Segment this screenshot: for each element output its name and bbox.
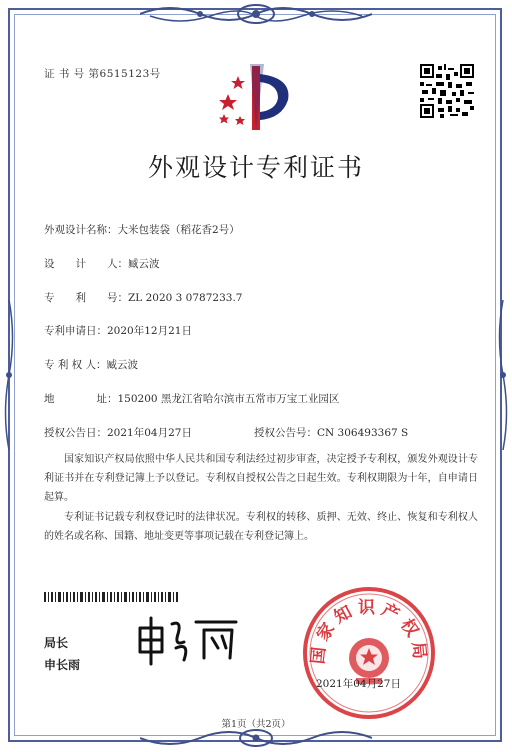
design-name-label: 外观设计名称： — [44, 224, 118, 236]
grant-date-value: 2021年04月27日 — [107, 427, 192, 439]
designer-label: 设 计 人： — [44, 258, 128, 270]
certificate-number: 证 书 号 第6515123号 — [44, 68, 161, 80]
left-ornament-icon — [2, 300, 16, 450]
director-name: 申长雨 — [44, 658, 81, 672]
page-footer: 第1页（共2页） — [221, 719, 291, 730]
handwritten-signature-icon — [132, 612, 252, 668]
patent-number-label: 专 利 号： — [44, 292, 128, 304]
right-ornament-icon — [496, 300, 510, 450]
patent-number-row — [44, 290, 242, 305]
filing-date-value: 2020年12月21日 — [107, 325, 192, 337]
grant-number-value: CN 306493367 S — [317, 427, 409, 439]
top-ornament-icon — [140, 2, 372, 26]
barcode-icon — [44, 592, 180, 602]
designer-row — [44, 256, 160, 271]
grant-date-label: 授权公告日： — [44, 427, 107, 439]
design-name-row — [44, 222, 240, 237]
certificate-title: 外观设计专利证书 — [147, 153, 364, 182]
seal-text: 国家知识产权局 — [308, 598, 430, 665]
body-paragraph-2: 专利证书记载专利权登记时的法律状况。专利权的转移、质押、无效、终止、恢复和专利权人的姓名或名称、国籍、地址变更等事项记载在专利登记簿上。 — [44, 512, 478, 542]
patent-number-value: ZL 2020 3 0787233.7 — [128, 292, 243, 304]
address-label: 地 址： — [44, 393, 118, 405]
seal-date: 2021年04月27日 — [316, 678, 401, 690]
filing-date-row — [44, 323, 192, 338]
patentee-label: 专 利 权 人： — [44, 359, 107, 371]
designer-value: 臧云波 — [128, 258, 160, 270]
grant-date-row — [44, 425, 192, 440]
grant-number-row — [254, 425, 408, 440]
address-value: 150200 黑龙江省哈尔滨市五常市万宝工业园区 — [117, 393, 340, 405]
design-name-value: 大米包装袋（稻花香2号） — [117, 224, 240, 236]
cnipa-logo-icon — [208, 60, 300, 132]
patentee-value: 臧云波 — [106, 359, 139, 371]
qr-code-icon — [420, 64, 474, 118]
filing-date-label: 专利申请日： — [44, 325, 107, 337]
official-seal-icon — [294, 578, 444, 728]
director-title: 局长 — [44, 636, 69, 650]
bottom-ornament-icon — [140, 728, 372, 750]
address-row — [44, 391, 339, 406]
grant-number-label: 授权公告号： — [254, 427, 317, 439]
patentee-row — [44, 357, 138, 372]
body-paragraph-1: 国家知识产权局依照中华人民共和国专利法经过初步审查，决定授予专利权，颁发外观设计专利证书并在专利登记簿上予以登记。专利权自授权公告之日起生效。专利权期限为十年，自申请日起算。 — [44, 454, 478, 503]
